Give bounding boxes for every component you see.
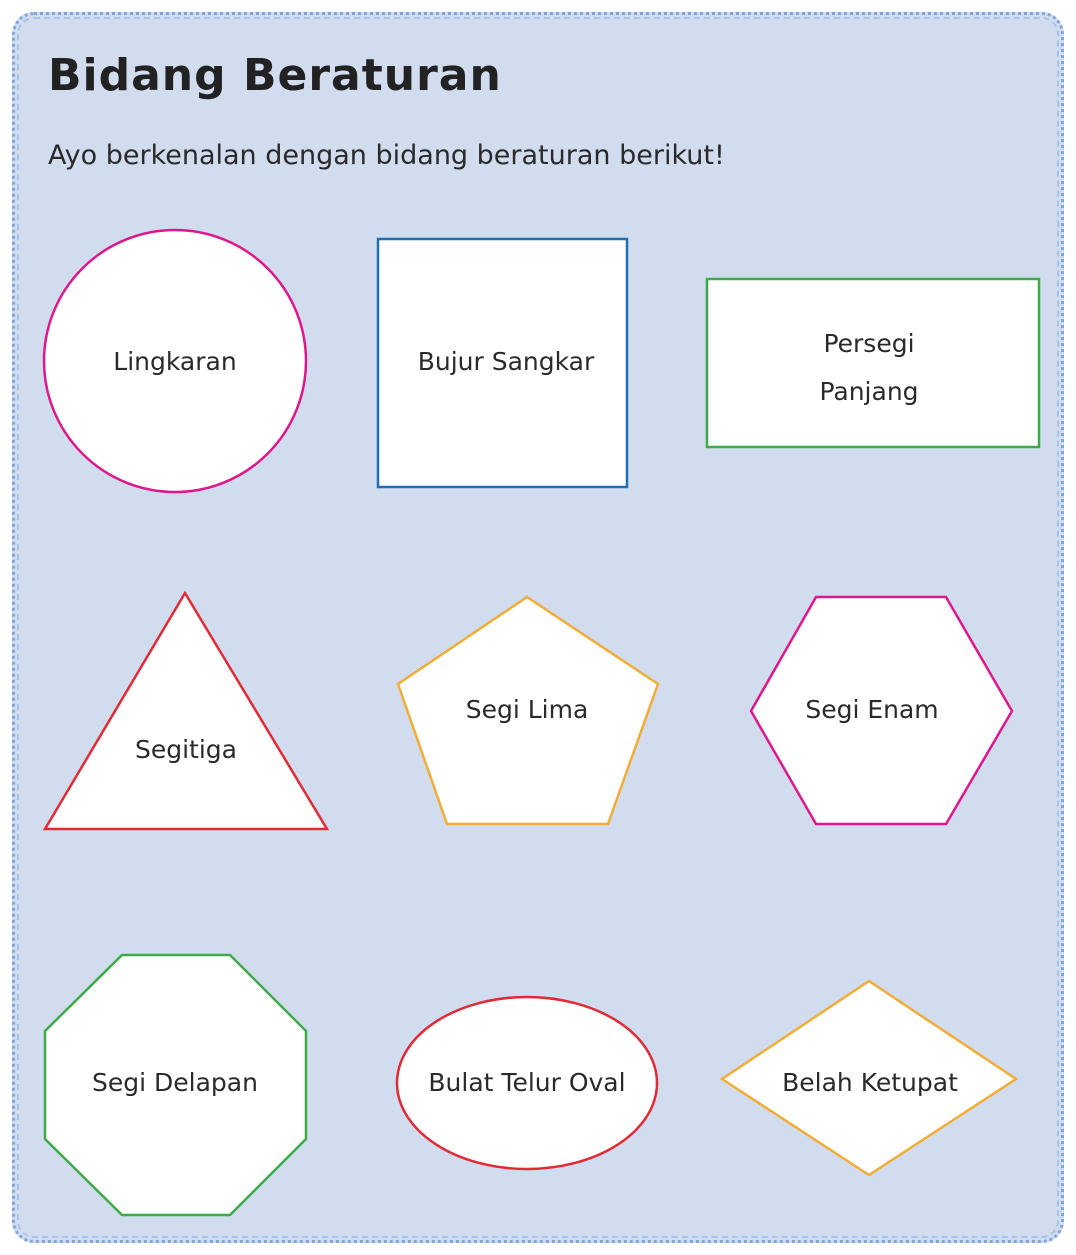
square-label: Bujur Sangkar bbox=[417, 347, 595, 376]
pentagon-label: Segi Lima bbox=[465, 695, 589, 724]
rectangle-shape bbox=[707, 279, 1039, 447]
square-shape bbox=[378, 239, 627, 487]
oval-shape bbox=[397, 997, 657, 1169]
circle-shape bbox=[44, 230, 306, 492]
page-title: Bidang Beraturan bbox=[48, 50, 502, 101]
triangle-shape bbox=[45, 593, 327, 829]
circle-label: Lingkaran bbox=[113, 347, 237, 376]
rhombus-shape bbox=[722, 981, 1016, 1175]
rectangle-label-line1: Persegi bbox=[823, 329, 915, 358]
octagon-label: Segi Delapan bbox=[92, 1068, 258, 1097]
page-subtitle: Ayo berkenalan dengan bidang beraturan berikut! bbox=[48, 140, 725, 171]
pentagon-shape bbox=[398, 597, 658, 824]
rhombus-label: Belah Ketupat bbox=[782, 1068, 958, 1097]
hexagon-shape bbox=[751, 597, 1012, 824]
hexagon-label: Segi Enam bbox=[805, 695, 939, 724]
rectangle-label-line2: Panjang bbox=[819, 377, 919, 406]
oval-label: Bulat Telur Oval bbox=[428, 1068, 626, 1097]
triangle-label: Segitiga bbox=[134, 735, 238, 764]
octagon-shape bbox=[45, 955, 306, 1215]
